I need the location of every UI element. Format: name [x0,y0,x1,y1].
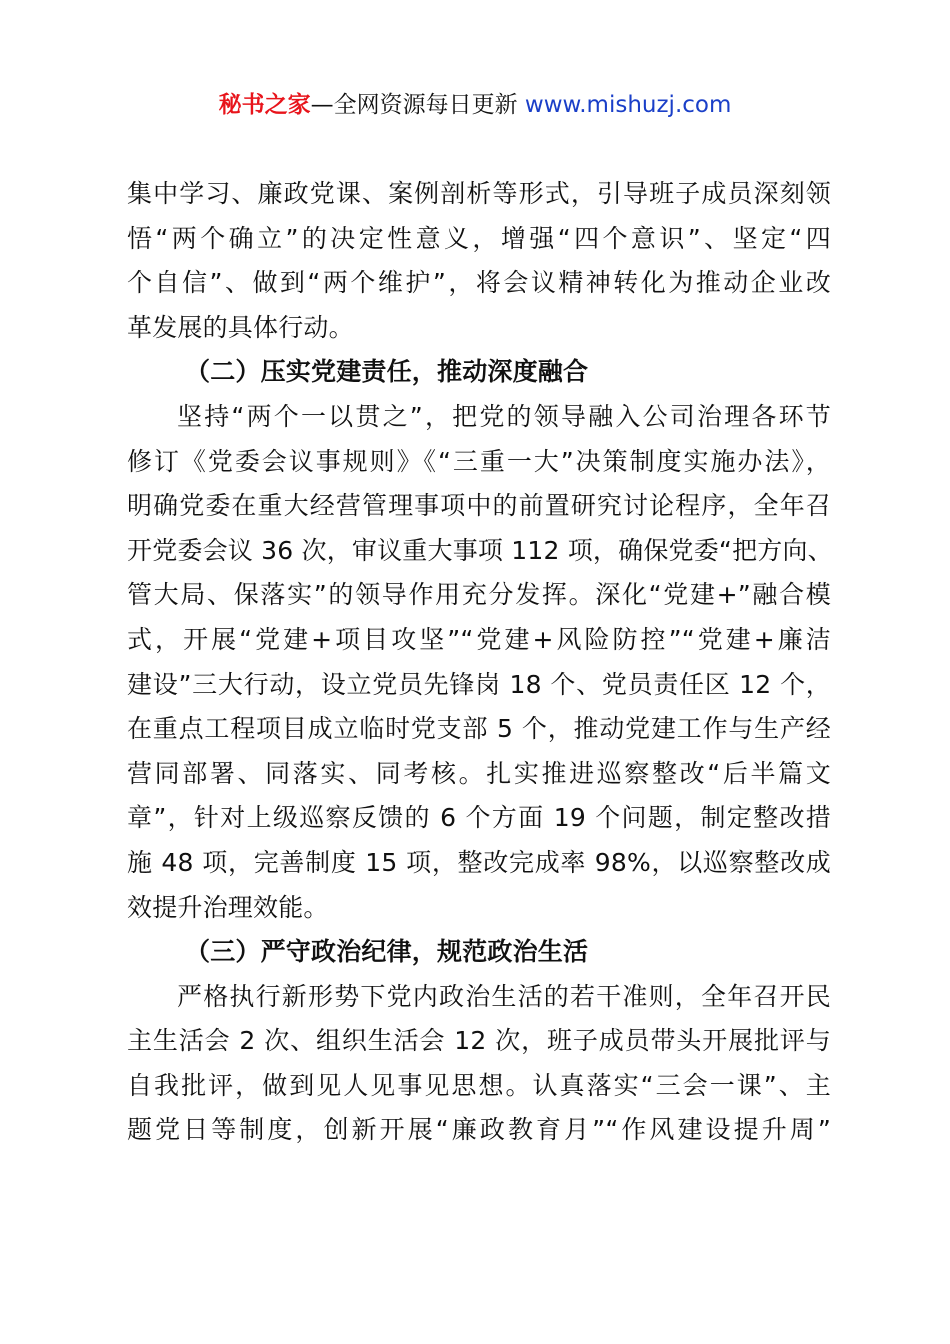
text-line: 管大局、保落实”的领导作用充分发挥。深化“党建+”融合模 [127,580,831,610]
text-line: 坚持“两个一以贯之”，把党的领导融入公司治理各环节 [177,401,831,431]
text-line: 施 48 项，完善制度 15 项，整改完成率 98%，以巡察整改成 [127,847,831,877]
section-heading-3: （三）严守政治纪律，规范政治生活 [185,937,589,967]
brand-name: 秘书之家 [218,92,311,118]
text-line: 革发展的具体行动。 [127,312,354,342]
text-line: 在重点工程项目成立临时党支部 5 个，推动党建工作与生产经 [127,714,831,744]
text-line: 效提升治理效能。 [127,892,329,922]
text-line: 自我批评，做到见人见事见思想。认真落实“三会一课”、主 [127,1070,831,1100]
site-url[interactable]: www.mishuzj.com [524,92,732,118]
document-body [127,172,831,1153]
text-line: 建设”三大行动，设立党员先锋岗 18 个、党员责任区 12 个， [127,669,831,699]
text-line: 严格执行新形势下党内政治生活的若干准则，全年召开民 [177,981,831,1011]
header-slogan: —全网资源每日更新 [310,92,525,118]
text-line: 章”，针对上级巡察反馈的 6 个方面 19 个问题，制定整改措 [127,803,831,833]
text-line: 主生活会 2 次、组织生活会 12 次，班子成员带头开展批评与 [127,1026,831,1056]
text-line: 营同部署、同落实、同考核。扎实推进巡察整改“后半篇文 [127,758,831,788]
text-line: 个自信”、做到“两个维护”，将会议精神转化为推动企业改 [127,268,831,298]
text-line: 题党日等制度，创新开展“廉政教育月”“作风建设提升周” [127,1115,831,1145]
section-heading-2: （二）压实党建责任，推动深度融合 [185,357,589,387]
text-line: 明确党委在重大经营管理事项中的前置研究讨论程序，全年召 [127,491,831,521]
text-line: 悟“两个确立”的决定性意义，增强“四个意识”、坚定“四 [127,223,831,253]
watermark-header [0,88,950,122]
text-line: 集中学习、廉政党课、案例剖析等形式，引导班子成员深刻领 [127,179,831,208]
text-line: 式，开展“党建+项目攻坚”“党建+风险防控”“党建+廉洁 [127,624,831,654]
text-line: 开党委会议 36 次，审议重大事项 112 项，确保党委“把方向、 [127,535,833,565]
text-line: 修订《党委会议事规则》《“三重一大”决策制度实施办法》， [127,446,831,476]
